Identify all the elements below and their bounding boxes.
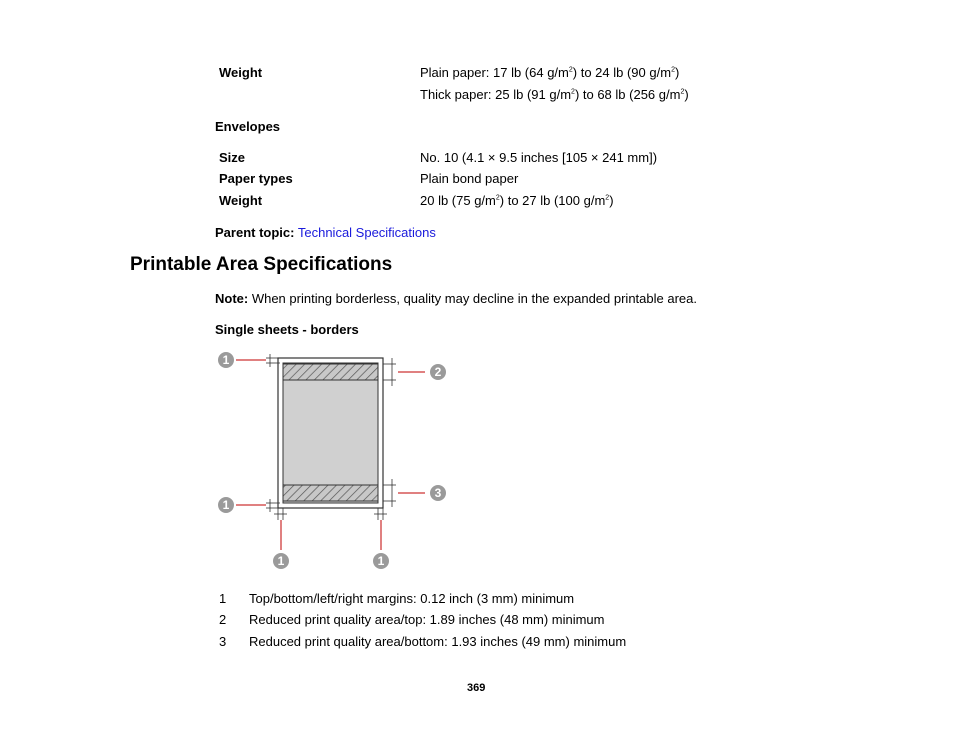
section-title: Printable Area Specifications — [130, 254, 393, 275]
note-text: When printing borderless, quality may decline in the expanded printable area. — [248, 291, 697, 306]
size-label: Size — [219, 150, 246, 165]
legend-text-3: Reduced print quality area/bottom: 1.93 inches (49 mm) minimum — [249, 634, 627, 649]
paper-types-label: Paper types — [219, 171, 293, 186]
bottom-reduced-marker — [383, 479, 396, 507]
printable-area — [283, 363, 378, 503]
weight-thick-paper: Thick paper: 25 lb (91 $g/m^2$) to 68 lb (256 $g/m^2$) — [420, 87, 689, 102]
size-value: No. 10 (4.1 × 9.5 inches [105 × 241 mm]) — [420, 150, 658, 165]
legend-text-2: Reduced print quality area/top: 1.89 inches (48 mm) minimum — [249, 612, 605, 627]
reduced-quality-bottom — [283, 485, 378, 501]
single-sheets-subheading: Single sheets - borders — [215, 322, 359, 337]
printable-area-diagram — [210, 348, 460, 574]
legend-num-3: 3 — [219, 634, 227, 649]
technical-specifications-link[interactable]: Technical Specifications — [297, 225, 436, 240]
left-margin-marker — [274, 508, 287, 520]
callout-3: 3 — [430, 485, 446, 501]
weight-plain-paper: Plain paper: 17 lb (64 $g/m^2$) to 24 lb (90 $g/m^2$) — [420, 65, 680, 80]
legend-num-1: 1 — [219, 591, 227, 606]
callout-1-top-left: 1 — [218, 352, 234, 368]
callout-2: 2 — [430, 364, 446, 380]
page-number: 369 — [467, 682, 486, 694]
callout-1-bottom-left: 1 — [218, 497, 234, 513]
note-label: Note: — [215, 291, 249, 306]
right-margin-marker — [374, 508, 387, 520]
callout-1-right-bottom: 1 — [373, 553, 389, 569]
parent-topic-label: Parent topic: — [215, 225, 295, 240]
callout-1-left-bottom: 1 — [273, 553, 289, 569]
top-reduced-marker — [383, 358, 396, 386]
envelope-weight-label: Weight — [219, 193, 263, 208]
envelope-weight-value: 20 lb (75 $g/m^2$) to 27 lb (100 $g/m^2$) — [420, 193, 614, 208]
weight-label: Weight — [219, 65, 263, 80]
note — [215, 291, 697, 306]
paper-types-value: Plain bond paper — [420, 171, 519, 186]
reduced-quality-top — [283, 364, 378, 380]
legend-text-1: Top/bottom/left/right margins: 0.12 inch (3 mm) minimum — [249, 591, 575, 606]
legend-num-2: 2 — [219, 612, 227, 627]
envelopes-heading: Envelopes — [215, 119, 281, 134]
parent-topic — [215, 225, 436, 240]
